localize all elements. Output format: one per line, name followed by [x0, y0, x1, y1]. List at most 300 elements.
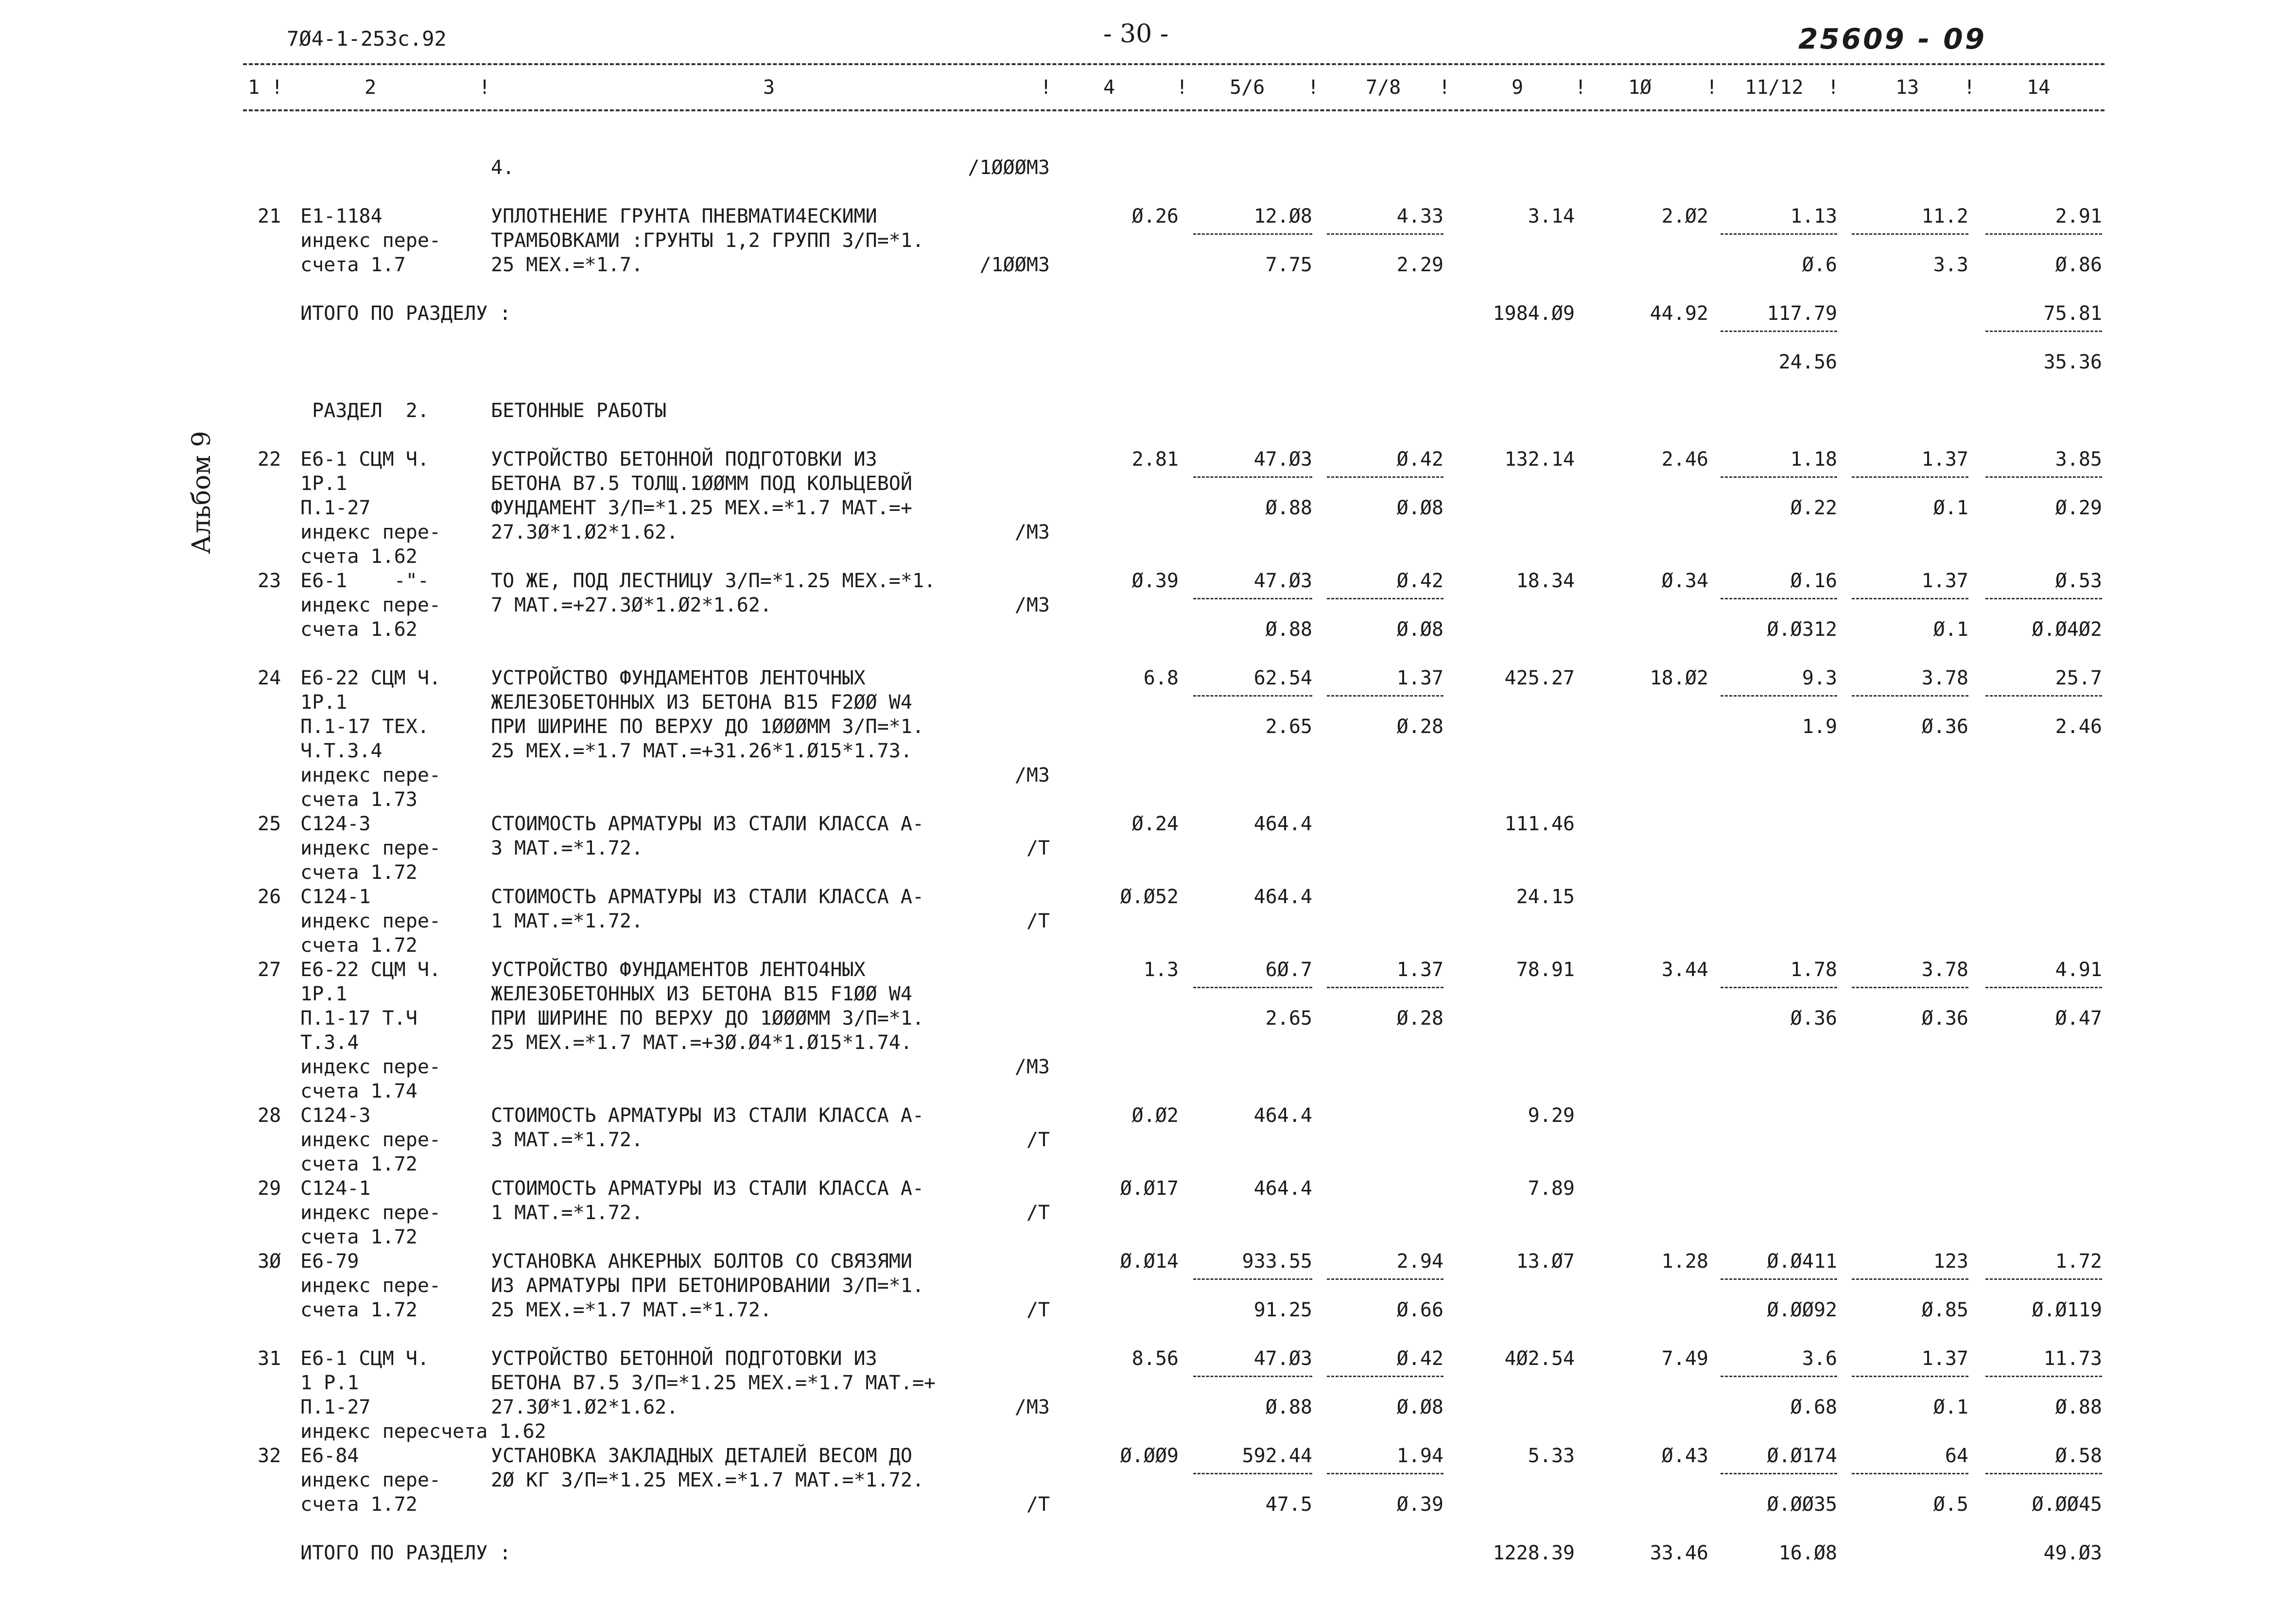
- cell-d: 2Ø КГ З/П=*1.25 МЕХ.=*1.7 МАТ.=*1.72.: [491, 1469, 924, 1491]
- cell-n: 26: [258, 886, 281, 908]
- fraction-divider: [1327, 695, 1444, 697]
- cell-d: УСТРОЙСТВО ФУНДАМЕНТОВ ЛЕНТОЧНЫХ: [491, 667, 866, 689]
- fraction-divider: [1327, 987, 1444, 988]
- fraction-divider: [1985, 1278, 2102, 1280]
- cell-a: РАЗДЕЛ 2.: [300, 400, 429, 422]
- cell-a: счета 1.73: [300, 788, 417, 811]
- cell-c13: 64: [1945, 1445, 1968, 1467]
- cell-d: УСТРОЙСТВО БЕТОННОЙ ПОДГОТОВКИ ИЗ: [491, 448, 877, 471]
- cell-c13: Ø.1: [1933, 618, 1968, 641]
- cell-d: БЕТОНА В7.5 З/П=*1.25 МЕХ.=*1.7 МАТ.=+: [491, 1372, 936, 1394]
- cell-c78: 1.37: [1396, 959, 1444, 981]
- cell-a: индекс пере-: [300, 910, 441, 932]
- cell-u: /М3: [1014, 521, 1050, 543]
- cell-u: /Т: [1026, 1299, 1050, 1321]
- column-separator: !: [1964, 76, 1976, 99]
- cell-c14: Ø.86: [2055, 254, 2102, 276]
- cell-c1112: Ø.Ø174: [1767, 1445, 1837, 1467]
- cell-c78: Ø.39: [1396, 1493, 1444, 1516]
- cell-d: 25 МЕХ.=*1.7.: [491, 254, 644, 276]
- column-header: 1 !: [248, 76, 283, 99]
- fraction-divider: [1721, 987, 1837, 988]
- cell-c56: 12.Ø8: [1253, 205, 1312, 227]
- header-rule-bottom: [243, 109, 2105, 111]
- cell-n: 25: [258, 813, 281, 835]
- cell-d: 27.3Ø*1.Ø2*1.62.: [491, 521, 678, 543]
- cell-d: УСТАНОВКА АНКЕРНЫХ БОЛТОВ СО СВЯЗЯМИ: [491, 1250, 912, 1273]
- cell-d: 25 МЕХ.=*1.7 МАТ.=+3Ø.Ø4*1.Ø15*1.74.: [491, 1031, 912, 1054]
- cell-c78: Ø.66: [1396, 1299, 1444, 1321]
- cell-a: счета 1.72: [300, 1153, 417, 1175]
- cell-c1112: 1.13: [1790, 205, 1837, 227]
- cell-c1112: 24.56: [1778, 351, 1837, 373]
- cell-c4: Ø.Ø52: [1120, 886, 1179, 908]
- cell-n: 27: [258, 959, 281, 981]
- cell-c78: 4.33: [1396, 205, 1444, 227]
- column-header: 2: [365, 76, 377, 99]
- fraction-divider: [1327, 598, 1444, 599]
- fraction-divider: [1721, 1473, 1837, 1474]
- album-label: Альбом 9: [187, 431, 216, 554]
- column-header: 1Ø: [1628, 76, 1652, 99]
- fraction-divider: [1852, 476, 1968, 478]
- cell-c78: Ø.Ø8: [1396, 1396, 1444, 1418]
- cell-c78: Ø.42: [1396, 570, 1444, 592]
- column-header: 3: [763, 76, 775, 99]
- cell-a: индекс пересчета 1.62: [300, 1420, 546, 1443]
- column-separator: !: [1040, 76, 1052, 99]
- fraction-divider: [1985, 1376, 2102, 1377]
- cell-a: индекс пере-: [300, 521, 441, 543]
- cell-n: 32: [258, 1445, 281, 1467]
- cell-n: 21: [258, 205, 281, 227]
- cell-c78: Ø.28: [1396, 1007, 1444, 1030]
- cell-c13: 123: [1933, 1250, 1968, 1273]
- cell-c56: 464.4: [1253, 1177, 1312, 1200]
- cell-c78: Ø.42: [1396, 448, 1444, 471]
- cell-c78: Ø.Ø8: [1396, 618, 1444, 641]
- fraction-divider: [1852, 1376, 1968, 1377]
- cell-d: ТО ЖЕ, ПОД ЛЕСТНИЦУ З/П=*1.25 МЕХ.=*1.: [491, 570, 936, 592]
- cell-c14: 49.Ø3: [2043, 1542, 2102, 1564]
- cell-d: ЖЕЛЕЗОБЕТОННЫХ ИЗ БЕТОНА В15 F1ØØ W4: [491, 983, 912, 1005]
- cell-a: 1Р.1: [300, 983, 348, 1005]
- cell-c56: 464.4: [1253, 813, 1312, 835]
- cell-c9: 111.46: [1504, 813, 1575, 835]
- cell-a: ИТОГО ПО РАЗДЕЛУ :: [300, 302, 511, 325]
- column-header: 4: [1103, 76, 1115, 99]
- cell-a: Е1-1184: [300, 205, 383, 227]
- fraction-divider: [1193, 1278, 1312, 1280]
- cell-c13: 1.37: [1921, 1347, 1968, 1370]
- cell-u: /М3: [1014, 1056, 1050, 1078]
- cell-c56: 62.54: [1253, 667, 1312, 689]
- cell-c1112: Ø.ØØ92: [1767, 1299, 1837, 1321]
- cell-d: СТОИМОСТЬ АРМАТУРЫ ИЗ СТАЛИ КЛАССА А-: [491, 813, 924, 835]
- cell-c56: Ø.88: [1265, 497, 1312, 519]
- cell-c4: Ø.ØØ9: [1120, 1445, 1179, 1467]
- cell-a: 1Р.1: [300, 472, 348, 495]
- cell-a: счета 1.62: [300, 618, 417, 641]
- fraction-divider: [1721, 1376, 1837, 1377]
- cell-c9: 1984.Ø9: [1493, 302, 1575, 325]
- cell-c56: 6Ø.7: [1265, 959, 1312, 981]
- cell-c4: Ø.Ø17: [1120, 1177, 1179, 1200]
- cell-c14: 4.91: [2055, 959, 2102, 981]
- cell-d: УСТРОЙСТВО БЕТОННОЙ ПОДГОТОВКИ ИЗ: [491, 1347, 877, 1370]
- cell-c9: 3.14: [1528, 205, 1575, 227]
- cell-c56: 47.5: [1265, 1493, 1312, 1516]
- fraction-divider: [1193, 695, 1312, 697]
- cell-c1112: 117.79: [1767, 302, 1837, 325]
- cell-c14: Ø.Ø119: [2032, 1299, 2102, 1321]
- cell-a: Т.3.4: [300, 1031, 359, 1054]
- cell-c9: 18.34: [1516, 570, 1575, 592]
- cell-a: Е6-1 СЦМ Ч.: [300, 448, 429, 471]
- cell-c13: Ø.85: [1921, 1299, 1968, 1321]
- cell-u: /Т: [1026, 1129, 1050, 1151]
- cell-c56: 464.4: [1253, 886, 1312, 908]
- cell-a: счета 1.72: [300, 861, 417, 884]
- fraction-divider: [1721, 476, 1837, 478]
- cell-c14: 3.85: [2055, 448, 2102, 471]
- cell-c78: Ø.28: [1396, 716, 1444, 738]
- cell-c56: 2.65: [1265, 1007, 1312, 1030]
- cell-c14: Ø.88: [2055, 1396, 2102, 1418]
- cell-c13: Ø.36: [1921, 716, 1968, 738]
- cell-a: индекс пере-: [300, 1129, 441, 1151]
- cell-a: С124-3: [300, 813, 371, 835]
- cell-c4: Ø.24: [1131, 813, 1179, 835]
- cell-a: Е6-1 -"-: [300, 570, 429, 592]
- cell-c56: Ø.88: [1265, 618, 1312, 641]
- cell-c13: 1.37: [1921, 448, 1968, 471]
- cell-c1112: Ø.ØØ35: [1767, 1493, 1837, 1516]
- fraction-divider: [1193, 1473, 1312, 1474]
- cell-c9: 425.27: [1504, 667, 1575, 689]
- cell-c14: Ø.58: [2055, 1445, 2102, 1467]
- cell-c56: 7.75: [1265, 254, 1312, 276]
- cell-c1112: Ø.Ø312: [1767, 618, 1837, 641]
- cell-c14: 25.7: [2055, 667, 2102, 689]
- cell-c56: 464.4: [1253, 1104, 1312, 1127]
- cell-a: индекс пере-: [300, 1275, 441, 1297]
- fraction-divider: [1985, 598, 2102, 599]
- fraction-divider: [1721, 695, 1837, 697]
- cell-a: ИТОГО ПО РАЗДЕЛУ :: [300, 1542, 511, 1564]
- cell-d: ИЗ АРМАТУРЫ ПРИ БЕТОНИРОВАНИИ З/П=*1.: [491, 1275, 924, 1297]
- cell-d: СТОИМОСТЬ АРМАТУРЫ ИЗ СТАЛИ КЛАССА А-: [491, 1104, 924, 1127]
- cell-c1112: 9.3: [1802, 667, 1837, 689]
- fraction-divider: [1327, 476, 1444, 478]
- fraction-divider: [1852, 695, 1968, 697]
- cell-c56: 91.25: [1253, 1299, 1312, 1321]
- cell-n: 29: [258, 1177, 281, 1200]
- cell-c14: Ø.47: [2055, 1007, 2102, 1030]
- cell-n: 22: [258, 448, 281, 471]
- page-number: - 30 -: [1103, 19, 1169, 49]
- cell-c13: Ø.36: [1921, 1007, 1968, 1030]
- cell-a: счета 1.62: [300, 545, 417, 568]
- cell-d: БЕТОНА В7.5 ТОЛЩ.1ØØММ ПОД КОЛЬЦЕВОЙ: [491, 472, 912, 495]
- cell-u: /Т: [1026, 910, 1050, 932]
- cell-a: П.1-27: [300, 1396, 371, 1418]
- cell-c9: 4Ø2.54: [1504, 1347, 1575, 1370]
- cell-a: П.1-17 Т.Ч: [300, 1007, 417, 1030]
- cell-c4: Ø.Ø14: [1120, 1250, 1179, 1273]
- cell-c14: 75.81: [2043, 302, 2102, 325]
- fraction-divider: [1852, 987, 1968, 988]
- fraction-divider: [1721, 233, 1837, 235]
- cell-u: /1ØØМ3: [979, 254, 1050, 276]
- cell-c13: Ø.1: [1933, 1396, 1968, 1418]
- cell-d: ФУНДАМЕНТ З/П=*1.25 МЕХ.=*1.7 МАТ.=+: [491, 497, 912, 519]
- cell-u: /М3: [1014, 764, 1050, 787]
- cell-c13: Ø.5: [1933, 1493, 1968, 1516]
- fraction-divider: [1721, 598, 1837, 599]
- fraction-divider: [1985, 331, 2102, 332]
- fraction-divider: [1721, 331, 1837, 332]
- cell-n: 28: [258, 1104, 281, 1127]
- cell-u: /Т: [1026, 837, 1050, 859]
- cell-c9: 78.91: [1516, 959, 1575, 981]
- column-separator: !: [1176, 76, 1188, 99]
- cell-a: С124-1: [300, 1177, 371, 1200]
- cell-a: индекс пере-: [300, 1202, 441, 1224]
- fraction-divider: [1327, 1473, 1444, 1474]
- cell-c1112: Ø.36: [1790, 1007, 1837, 1030]
- fraction-divider: [1985, 476, 2102, 478]
- cell-a: С124-3: [300, 1104, 371, 1127]
- column-separator: !: [1307, 76, 1320, 99]
- cell-a: П.1-17 ТЕХ.: [300, 716, 429, 738]
- cell-u: /М3: [1014, 594, 1050, 616]
- cell-c13: 11.2: [1921, 205, 1968, 227]
- column-separator: !: [1575, 76, 1587, 99]
- cell-c13: 3.3: [1933, 254, 1968, 276]
- cell-c9: 132.14: [1504, 448, 1575, 471]
- column-separator: !: [1706, 76, 1718, 99]
- cell-n: 31: [258, 1347, 281, 1370]
- cell-d: 7 МАТ.=+27.3Ø*1.Ø2*1.62.: [491, 594, 772, 616]
- cell-a: индекс пере-: [300, 229, 441, 252]
- cell-c10: Ø.34: [1661, 570, 1708, 592]
- header-rule-top: [243, 63, 2105, 65]
- cell-d: 4.: [491, 157, 515, 179]
- cell-u: /М3: [1014, 1396, 1050, 1418]
- cell-d: 25 МЕХ.=*1.7 МАТ.=+31.26*1.Ø15*1.73.: [491, 740, 912, 762]
- cell-d: ЖЕЛЕЗОБЕТОННЫХ ИЗ БЕТОНА В15 F2ØØ W4: [491, 691, 912, 714]
- cell-c56: Ø.88: [1265, 1396, 1312, 1418]
- fraction-divider: [1852, 1278, 1968, 1280]
- cell-a: Е6-1 СЦМ Ч.: [300, 1347, 429, 1370]
- cell-c4: 1.3: [1143, 959, 1179, 981]
- fraction-divider: [1327, 1376, 1444, 1377]
- cell-a: индекс пере-: [300, 1469, 441, 1491]
- fraction-divider: [1985, 233, 2102, 235]
- cell-d: ТРАМБОВКАМИ :ГРУНТЫ 1,2 ГРУПП З/П=*1.: [491, 229, 924, 252]
- cell-c1112: Ø.6: [1802, 254, 1837, 276]
- cell-a: счета 1.72: [300, 1226, 417, 1248]
- cell-d: УСТАНОВКА ЗАКЛАДНЫХ ДЕТАЛЕЙ ВЕСОМ ДО: [491, 1445, 912, 1467]
- cell-a: 1Р.1: [300, 691, 348, 714]
- cell-c9: 7.89: [1528, 1177, 1575, 1200]
- column-header: 14: [2027, 76, 2051, 99]
- fraction-divider: [1852, 233, 1968, 235]
- cell-n: 3Ø: [258, 1250, 281, 1273]
- cell-c10: 33.46: [1650, 1542, 1708, 1564]
- cell-c14: Ø.53: [2055, 570, 2102, 592]
- column-header: 5/6: [1230, 76, 1265, 99]
- cell-c4: Ø.39: [1131, 570, 1179, 592]
- cell-c9: 13.Ø7: [1516, 1250, 1575, 1273]
- cell-c1112: 16.Ø8: [1778, 1542, 1837, 1564]
- cell-d: 27.3Ø*1.Ø2*1.62.: [491, 1396, 678, 1418]
- cell-c56: 47.Ø3: [1253, 570, 1312, 592]
- cell-c14: 1.72: [2055, 1250, 2102, 1273]
- cell-a: индекс пере-: [300, 1056, 441, 1078]
- cell-c14: 2.91: [2055, 205, 2102, 227]
- cell-d: СТОИМОСТЬ АРМАТУРЫ ИЗ СТАЛИ КЛАССА А-: [491, 1177, 924, 1200]
- cell-c1112: Ø.68: [1790, 1396, 1837, 1418]
- cell-d: СТОИМОСТЬ АРМАТУРЫ ИЗ СТАЛИ КЛАССА А-: [491, 886, 924, 908]
- fraction-divider: [1852, 598, 1968, 599]
- cell-c9: 24.15: [1516, 886, 1575, 908]
- cell-d: 3 МАТ.=*1.72.: [491, 837, 644, 859]
- cell-a: индекс пере-: [300, 594, 441, 616]
- cell-c10: 1.28: [1661, 1250, 1708, 1273]
- cell-c1112: Ø.Ø411: [1767, 1250, 1837, 1273]
- fraction-divider: [1327, 233, 1444, 235]
- cell-a: Е6-22 СЦМ Ч.: [300, 959, 441, 981]
- column-header: 7/8: [1366, 76, 1401, 99]
- cell-a: Ч.Т.3.4: [300, 740, 383, 762]
- cell-d: 1 МАТ.=*1.72.: [491, 1202, 644, 1224]
- cell-a: счета 1.7: [300, 254, 406, 276]
- cell-c14: Ø.29: [2055, 497, 2102, 519]
- cell-c56: 592.44: [1242, 1445, 1312, 1467]
- column-header: 13: [1896, 76, 1919, 99]
- column-header: 11/12: [1745, 76, 1804, 99]
- cell-c14: 11.73: [2043, 1347, 2102, 1370]
- cell-c1112: Ø.22: [1790, 497, 1837, 519]
- fraction-divider: [1327, 1278, 1444, 1280]
- cell-c9: 5.33: [1528, 1445, 1575, 1467]
- column-separator: !: [479, 76, 491, 99]
- cell-c10: 44.92: [1650, 302, 1708, 325]
- cell-a: Е6-79: [300, 1250, 359, 1273]
- cell-u: /Т: [1026, 1493, 1050, 1516]
- cell-c14: 35.36: [2043, 351, 2102, 373]
- cell-c78: Ø.Ø8: [1396, 497, 1444, 519]
- cell-a: индекс пере-: [300, 837, 441, 859]
- cell-d: УСТРОЙСТВО ФУНДАМЕНТОВ ЛЕНТО4НЫХ: [491, 959, 866, 981]
- cell-c1112: Ø.16: [1790, 570, 1837, 592]
- cell-a: счета 1.74: [300, 1080, 417, 1102]
- cell-c56: 47.Ø3: [1253, 448, 1312, 471]
- cell-c56: 2.65: [1265, 716, 1312, 738]
- cell-a: Е6-22 СЦМ Ч.: [300, 667, 441, 689]
- cell-d: ПРИ ШИРИНЕ ПО ВЕРХУ ДО 1ØØØММ З/П=*1.: [491, 716, 924, 738]
- cell-d: УПЛОТНЕНИЕ ГРУНТА ПНЕВМАТИ4ЕСКИМИ: [491, 205, 877, 227]
- cell-a: 1 Р.1: [300, 1372, 359, 1394]
- document-number: 25609 - 09: [1798, 22, 1986, 55]
- column-separator: !: [1439, 76, 1451, 99]
- cell-c13: 3.78: [1921, 667, 1968, 689]
- cell-a: Е6-84: [300, 1445, 359, 1467]
- fraction-divider: [1193, 1376, 1312, 1377]
- fraction-divider: [1193, 987, 1312, 988]
- cell-c4: Ø.Ø2: [1131, 1104, 1179, 1127]
- cell-c13: 3.78: [1921, 959, 1968, 981]
- cell-c4: 8.56: [1131, 1347, 1179, 1370]
- fraction-divider: [1193, 598, 1312, 599]
- cell-c78: Ø.42: [1396, 1347, 1444, 1370]
- cell-d: 3 МАТ.=*1.72.: [491, 1129, 644, 1151]
- fraction-divider: [1721, 1278, 1837, 1280]
- cell-c1112: 3.6: [1802, 1347, 1837, 1370]
- cell-a: С124-1: [300, 886, 371, 908]
- fraction-divider: [1985, 987, 2102, 988]
- cell-c9: 9.29: [1528, 1104, 1575, 1127]
- cell-c9: 1228.39: [1493, 1542, 1575, 1564]
- cell-c1112: 1.78: [1790, 959, 1837, 981]
- cell-a: П.1-27: [300, 497, 371, 519]
- cell-d: 25 МЕХ.=*1.7 МАТ.=*1.72.: [491, 1299, 772, 1321]
- cell-c1112: 1.18: [1790, 448, 1837, 471]
- cell-c4: 2.81: [1131, 448, 1179, 471]
- cell-u: /1ØØØМ3: [968, 157, 1050, 179]
- cell-n: 23: [258, 570, 281, 592]
- cell-c10: Ø.43: [1661, 1445, 1708, 1467]
- cell-c56: 47.Ø3: [1253, 1347, 1312, 1370]
- cell-c1112: 1.9: [1802, 716, 1837, 738]
- cell-c78: 2.29: [1396, 254, 1444, 276]
- cell-u: /Т: [1026, 1202, 1050, 1224]
- fraction-divider: [1985, 695, 2102, 697]
- fraction-divider: [1852, 1473, 1968, 1474]
- document-code: 7Ø4-1-253с.92: [287, 27, 447, 51]
- cell-a: индекс пере-: [300, 764, 441, 787]
- cell-c10: 7.49: [1661, 1347, 1708, 1370]
- cell-c56: 933.55: [1242, 1250, 1312, 1273]
- column-separator: !: [1827, 76, 1840, 99]
- cell-c4: 6.8: [1143, 667, 1179, 689]
- cell-c14: Ø.Ø4Ø2: [2032, 618, 2102, 641]
- cell-c10: 2.Ø2: [1661, 205, 1708, 227]
- cell-a: счета 1.72: [300, 1493, 417, 1516]
- cell-d: ПРИ ШИРИНЕ ПО ВЕРХУ ДО 1ØØØММ З/П=*1.: [491, 1007, 924, 1030]
- cell-c10: 2.46: [1661, 448, 1708, 471]
- cell-c78: 1.94: [1396, 1445, 1444, 1467]
- cell-n: 24: [258, 667, 281, 689]
- cell-c10: 18.Ø2: [1650, 667, 1708, 689]
- column-header: 9: [1512, 76, 1524, 99]
- cell-c4: Ø.26: [1131, 205, 1179, 227]
- cell-d: 1 МАТ.=*1.72.: [491, 910, 644, 932]
- cell-c14: 2.46: [2055, 716, 2102, 738]
- cell-c13: 1.37: [1921, 570, 1968, 592]
- cell-c10: 3.44: [1661, 959, 1708, 981]
- fraction-divider: [1193, 476, 1312, 478]
- fraction-divider: [1193, 233, 1312, 235]
- cell-a: счета 1.72: [300, 934, 417, 957]
- cell-c78: 2.94: [1396, 1250, 1444, 1273]
- cell-c13: Ø.1: [1933, 497, 1968, 519]
- cell-d: БЕТОННЫЕ РАБОТЫ: [491, 400, 667, 422]
- cell-c14: Ø.ØØ45: [2032, 1493, 2102, 1516]
- cell-a: счета 1.72: [300, 1299, 417, 1321]
